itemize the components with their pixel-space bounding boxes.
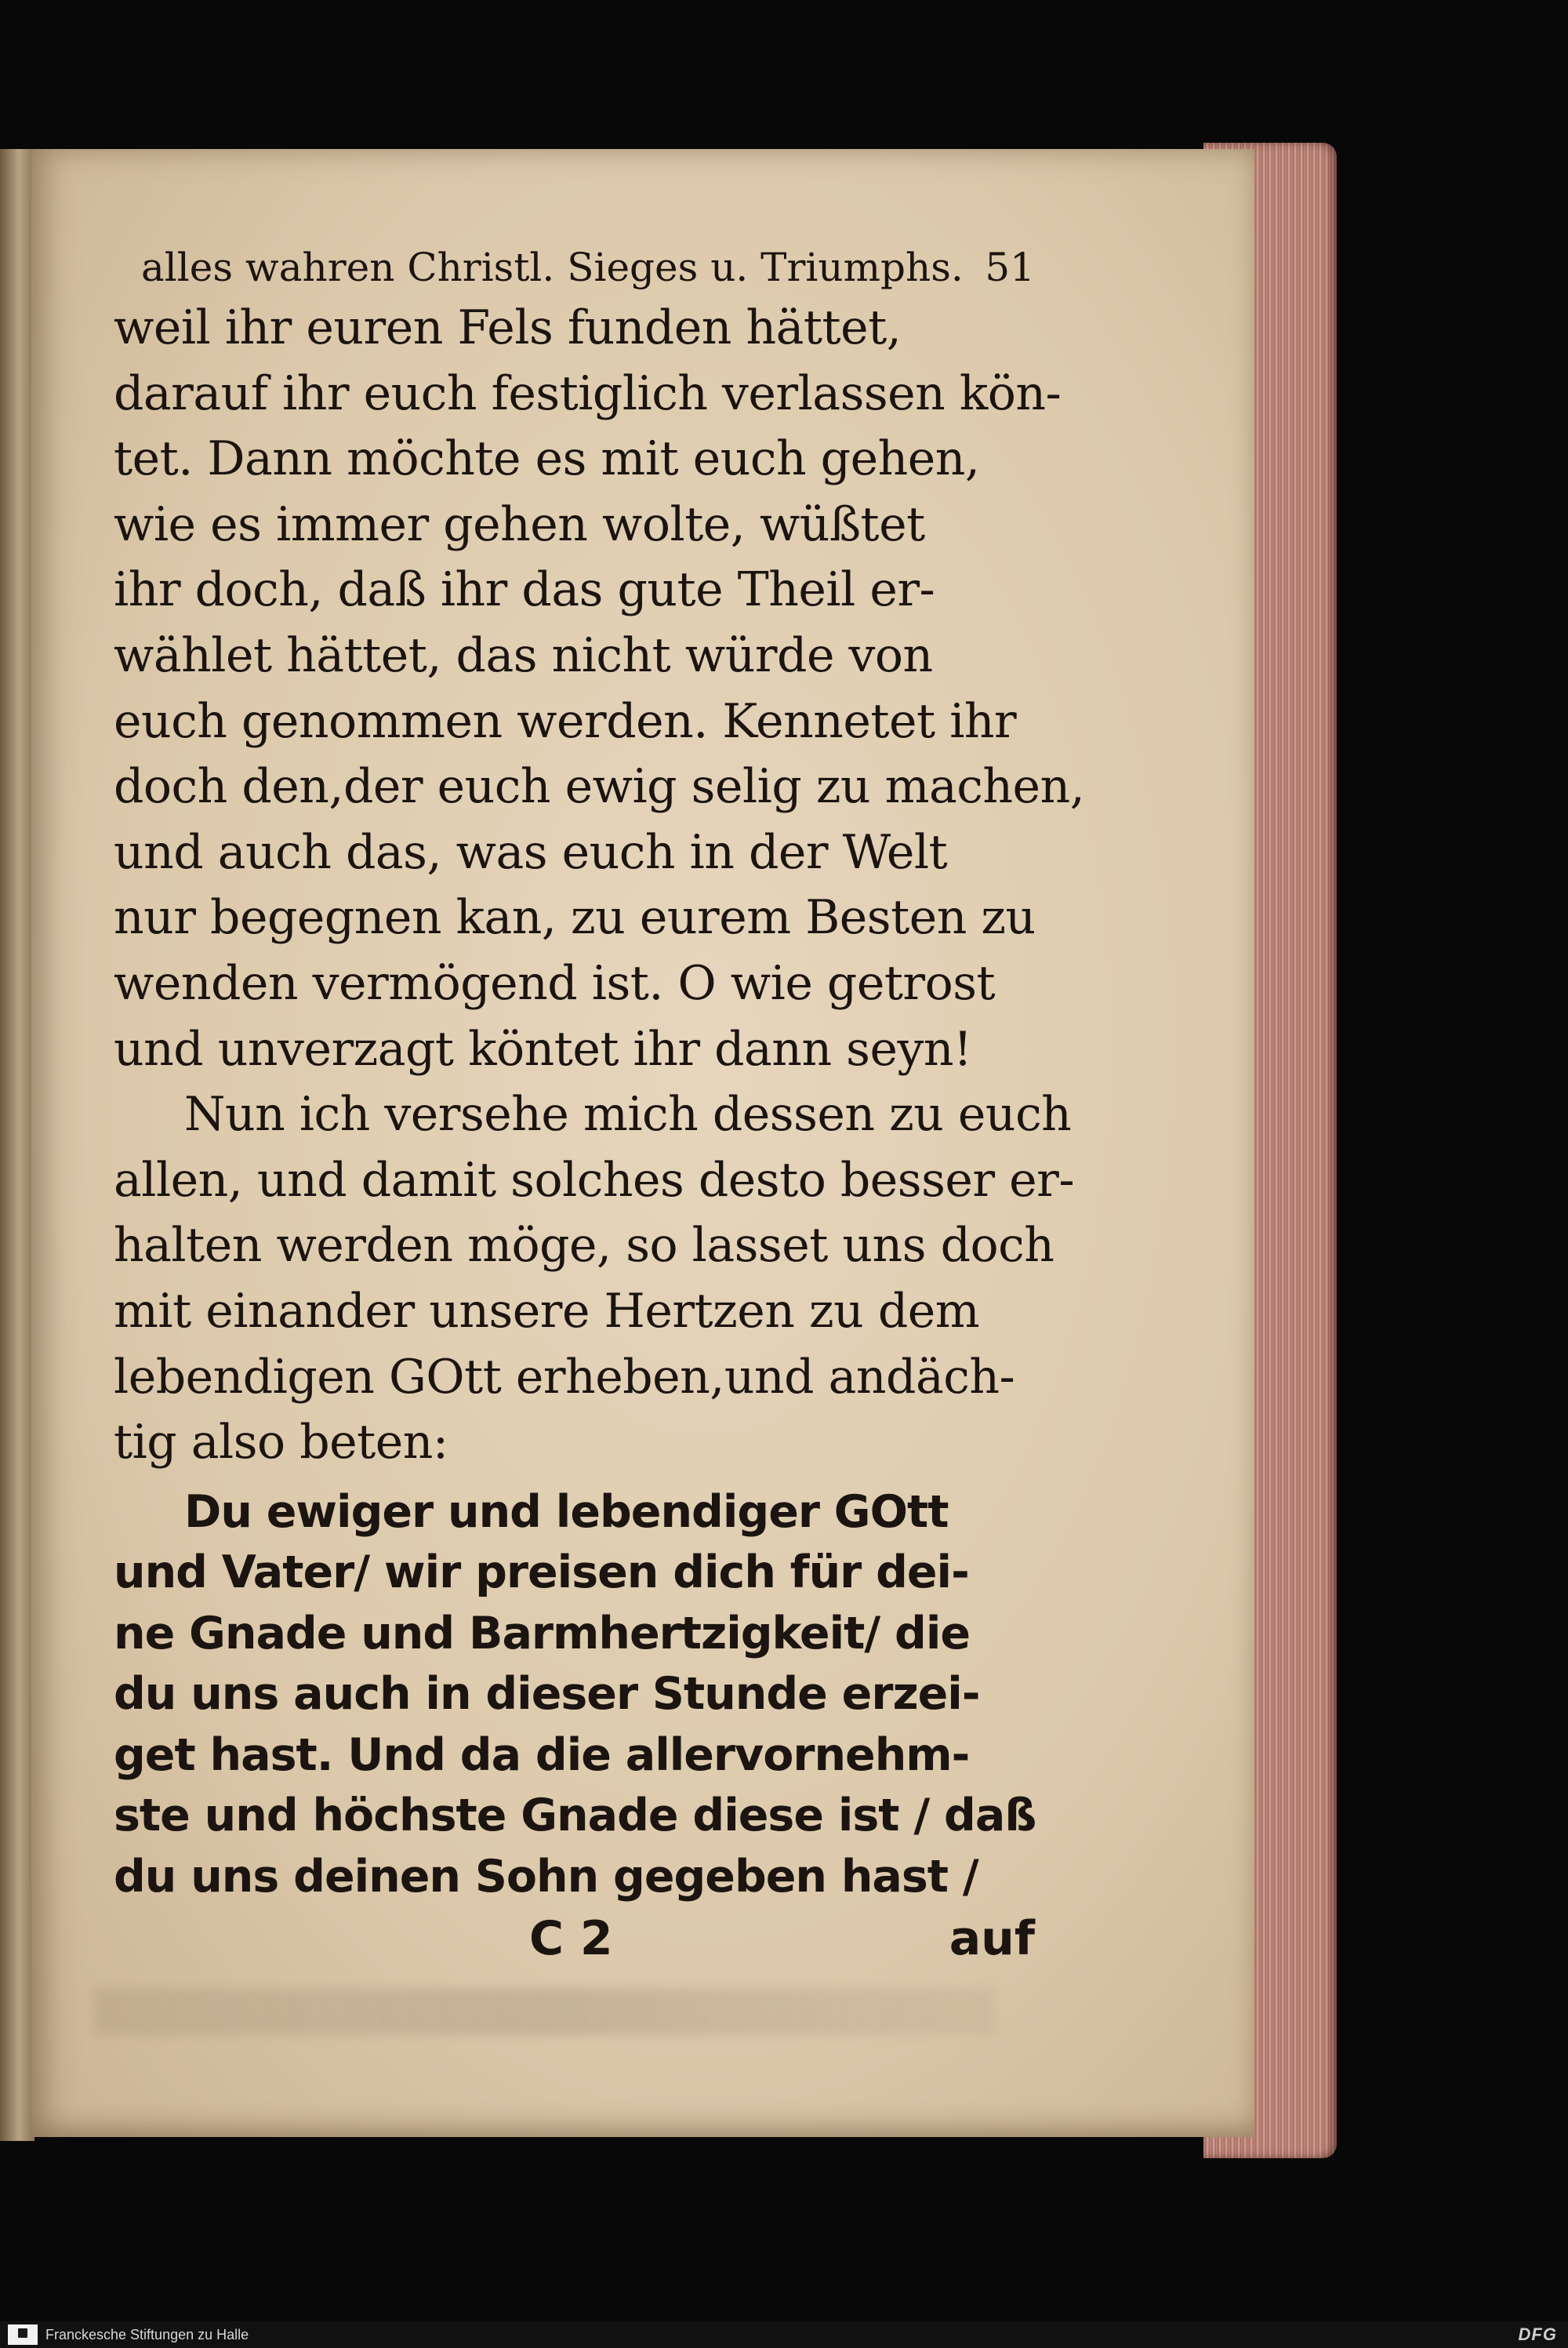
body-line: tet. Dann möchte es mit euch gehen, — [114, 431, 980, 487]
body-line: tig also beten: — [114, 1415, 448, 1470]
body-line: und auch das, was euch in der Welt — [114, 824, 948, 880]
body-line: nur begegnen kan, zu eurem Besten zu — [114, 890, 1036, 946]
body-line: halten werden möge, so lasset uns doch — [114, 1218, 1054, 1274]
body-line: Nun ich versehe mich dessen zu euch — [184, 1087, 1072, 1143]
page-number: 51 — [985, 245, 1035, 290]
show-through-text — [94, 1988, 996, 2035]
prayer-line: ste und höchste Gnade diese ist / daß — [114, 1790, 1036, 1842]
body-line: lebendigen GOtt erheben,und andäch- — [114, 1349, 1015, 1405]
body-line: ihr doch, daß ihr das gute Theil er- — [114, 562, 935, 618]
catchword: auf — [949, 1911, 1035, 1967]
body-paragraphs — [114, 296, 1085, 1476]
prayer-line: ne Gnade und Barmhertzigkeit/ die — [114, 1607, 971, 1659]
prayer-line: und Vater/ wir preisen dich für dei- — [114, 1547, 969, 1599]
prayer-line: du uns auch in dieser Stunde erzei- — [114, 1668, 980, 1721]
prayer-line: Du ewiger und lebendiger GOtt — [184, 1485, 949, 1538]
body-line: euch genommen werden. Kennetet ihr — [114, 693, 1017, 749]
body-line: allen, und damit solches desto besser er- — [114, 1152, 1075, 1208]
signature-mark: C 2 — [529, 1911, 613, 1967]
page-footer-marks — [114, 1907, 1035, 1970]
institution-credit — [0, 2324, 249, 2345]
body-line: wie es immer gehen wolte, wüßtet — [114, 496, 925, 552]
prayer-line: du uns deinen Sohn gegeben hast / — [114, 1850, 978, 1903]
body-line: weil ihr euren Fels funden hättet, — [114, 300, 902, 355]
running-header — [141, 239, 1035, 296]
prayer-paragraph — [114, 1482, 1035, 1908]
prayer-line: get hast. Und da die allervornehm- — [114, 1728, 970, 1781]
page-text — [114, 239, 1085, 1970]
viewer-footer — [0, 2321, 1568, 2348]
left-page-edge — [0, 149, 34, 2141]
institution-logo-icon — [8, 2324, 38, 2345]
dfg-logo: DFG — [1518, 2324, 1557, 2344]
body-line: doch den,der euch ewig selig zu machen, — [114, 759, 1085, 815]
institution-name: Franckesche Stiftungen zu Halle — [45, 2326, 249, 2343]
running-head: alles wahren Christl. Sieges u. Triumphs. — [141, 245, 964, 290]
body-line: darauf ihr euch festiglich verlassen kön- — [114, 365, 1062, 421]
body-line: mit einander unsere Hertzen zu dem — [114, 1283, 980, 1339]
body-line: wählet hättet, das nicht würde von — [114, 627, 933, 683]
body-line: und unverzagt köntet ihr dann seyn! — [114, 1021, 972, 1077]
body-line: wenden vermögend ist. O wie getrost — [114, 955, 996, 1011]
